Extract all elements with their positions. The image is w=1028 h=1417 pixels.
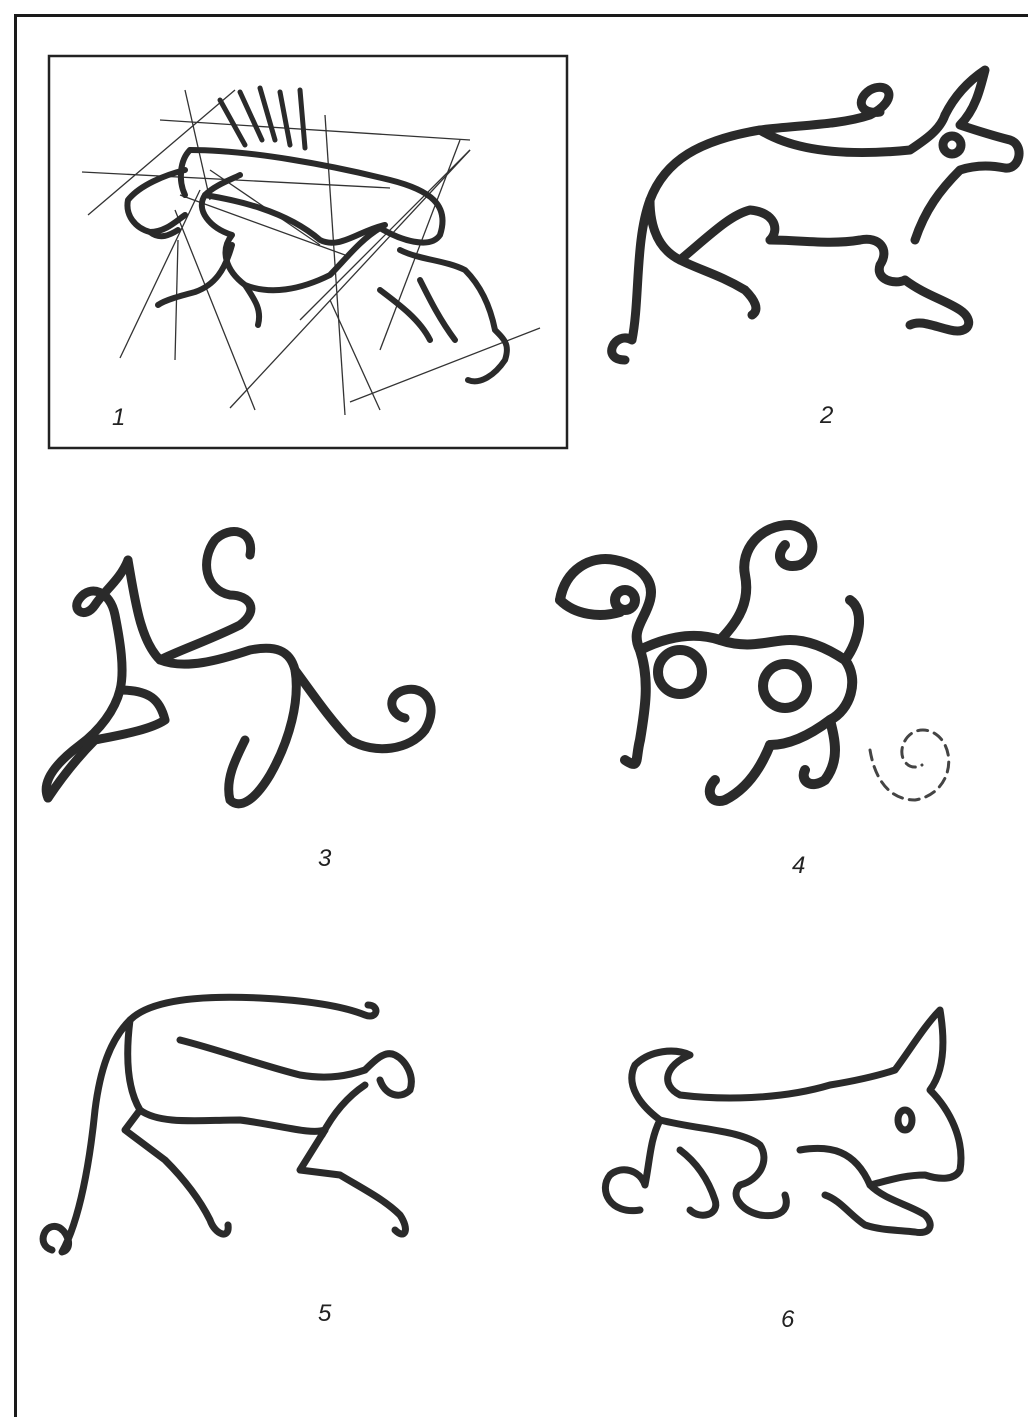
figure-3-drawing — [46, 532, 431, 804]
figure-label-1: 1 — [112, 404, 126, 431]
figure-label-2: 2 — [820, 402, 834, 429]
figure-6-drawing — [605, 1010, 961, 1233]
figure-4-dashed-spiral — [870, 730, 949, 800]
figure-label-5: 5 — [318, 1300, 332, 1327]
figure-1-drawing — [49, 56, 567, 448]
figure-4-drawing — [560, 525, 859, 801]
figure-5-drawing — [43, 997, 411, 1252]
figure-label-4: 4 — [792, 852, 806, 879]
figure-label-3: 3 — [318, 845, 332, 872]
figure-label-6: 6 — [781, 1306, 795, 1333]
figure-2-drawing — [612, 70, 1019, 360]
figure-1-frame — [49, 56, 567, 448]
